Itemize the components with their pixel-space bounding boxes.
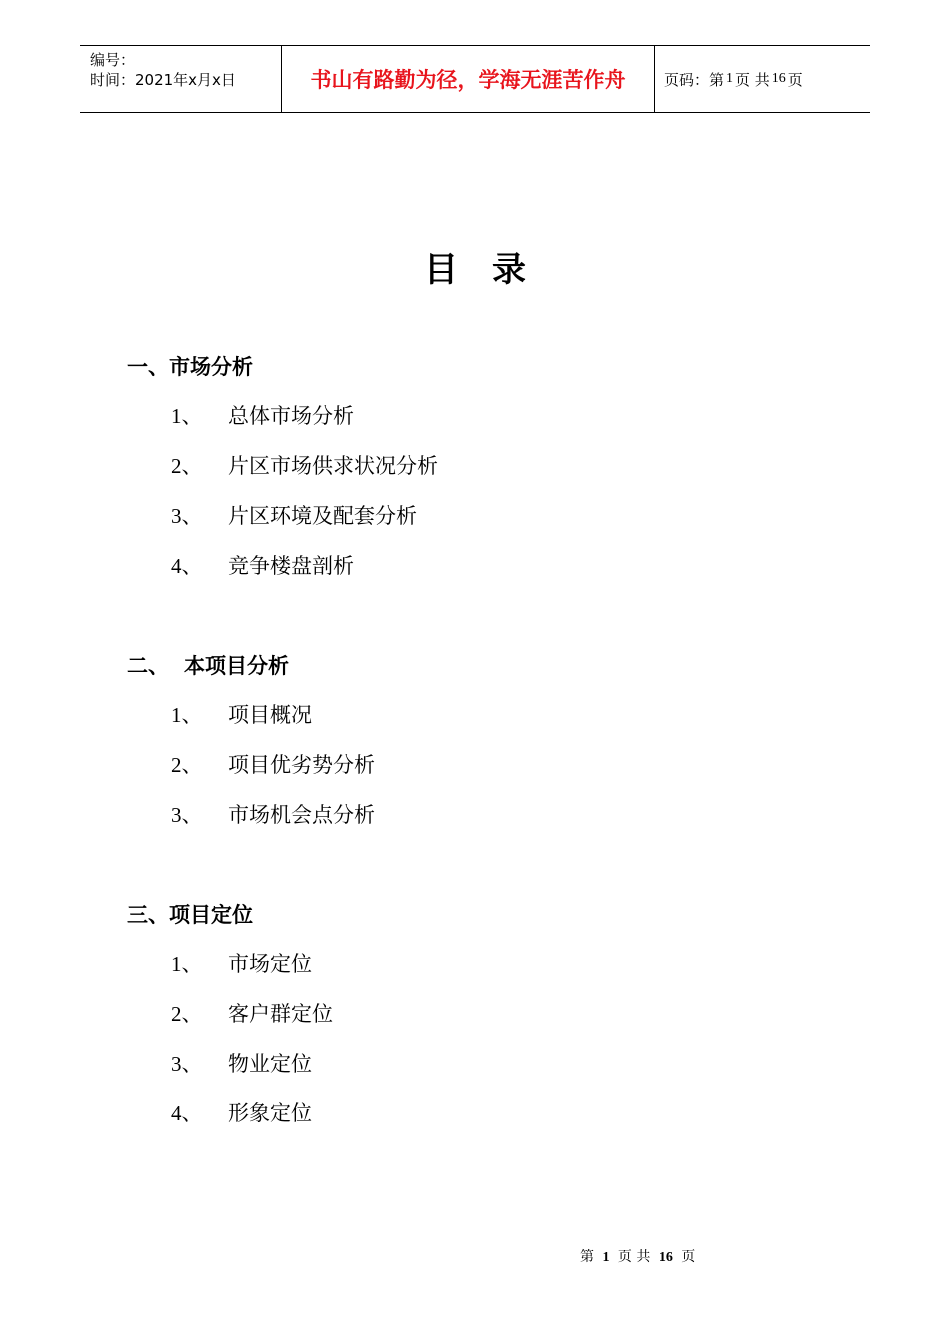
toc-item-number: 3、 [171,504,203,528]
footer-page-current: 1 [602,1250,610,1265]
toc-item-text: 片区市场供求状况分析 [228,454,438,478]
footer-page-total: 16 [658,1250,673,1265]
toc-item-text: 项目优劣势分析 [228,753,375,777]
toc-item[interactable] [171,948,312,978]
header-code-label: 编号： [90,51,136,69]
header-page-mid: 页 共 [735,70,770,89]
toc-item[interactable] [171,799,375,829]
page-footer [580,1246,695,1266]
toc-section-number: 三、 [127,902,169,927]
toc-item-text: 市场定位 [228,952,312,976]
toc-section-heading[interactable] [127,899,253,929]
toc-item-number: 1、 [171,952,203,976]
page-header [80,45,870,113]
toc-section-heading[interactable] [127,351,253,381]
toc-item-number: 2、 [171,454,203,478]
toc-section-title: 本项目分析 [184,653,289,678]
toc-item-text: 形象定位 [228,1101,312,1125]
header-page-total: 16 [771,71,786,86]
toc-section-title: 项目定位 [169,902,253,927]
footer-suffix: 页 [681,1249,696,1265]
toc-item-text: 客户群定位 [228,1002,333,1026]
toc-item[interactable] [171,550,354,580]
toc-item[interactable] [171,1097,312,1127]
footer-mid: 页 共 [617,1249,651,1265]
toc-item[interactable] [171,500,417,530]
toc-item[interactable] [171,749,375,779]
page-title-left: 目 [424,250,458,290]
header-page-current: 1 [726,71,734,86]
header-page-prefix: 页码：第 [664,70,725,89]
toc-item-number: 3、 [171,803,203,827]
toc-section-title: 市场分析 [169,354,253,379]
toc-item-number: 2、 [171,753,203,777]
toc-item-text: 项目概况 [228,703,312,727]
header-motto: 书山有路勤为径，学海无涯苦作舟 [281,46,655,112]
toc-item[interactable] [171,450,438,480]
toc-item-number: 4、 [171,554,203,578]
toc-item-text: 物业定位 [228,1052,312,1076]
toc-item-number: 1、 [171,404,203,428]
footer-prefix: 第 [580,1249,594,1265]
header-page-info [655,46,870,112]
toc-item-text: 市场机会点分析 [228,803,375,827]
header-meta-cell [80,46,281,112]
toc-section-number: 二、 [127,653,169,678]
toc-item-number: 2、 [171,1002,203,1026]
toc-item-text: 片区环境及配套分析 [228,504,417,528]
toc-item[interactable] [171,1048,312,1078]
header-date-label: 时间：2021年x月x日 [90,71,236,89]
toc-item[interactable] [171,699,312,729]
toc-item[interactable] [171,400,354,430]
toc-item-text: 竞争楼盘剖析 [228,554,354,578]
toc-item-number: 4、 [171,1101,203,1125]
toc-item[interactable] [171,998,333,1028]
header-page-suffix: 页 [787,70,803,89]
toc-section-heading[interactable] [127,650,289,680]
toc-item-number: 3、 [171,1052,203,1076]
toc-item-number: 1、 [171,703,203,727]
toc-item-text: 总体市场分析 [228,404,354,428]
toc-section-number: 一、 [127,354,169,379]
page-title [0,242,950,291]
page-title-right: 录 [492,250,526,290]
